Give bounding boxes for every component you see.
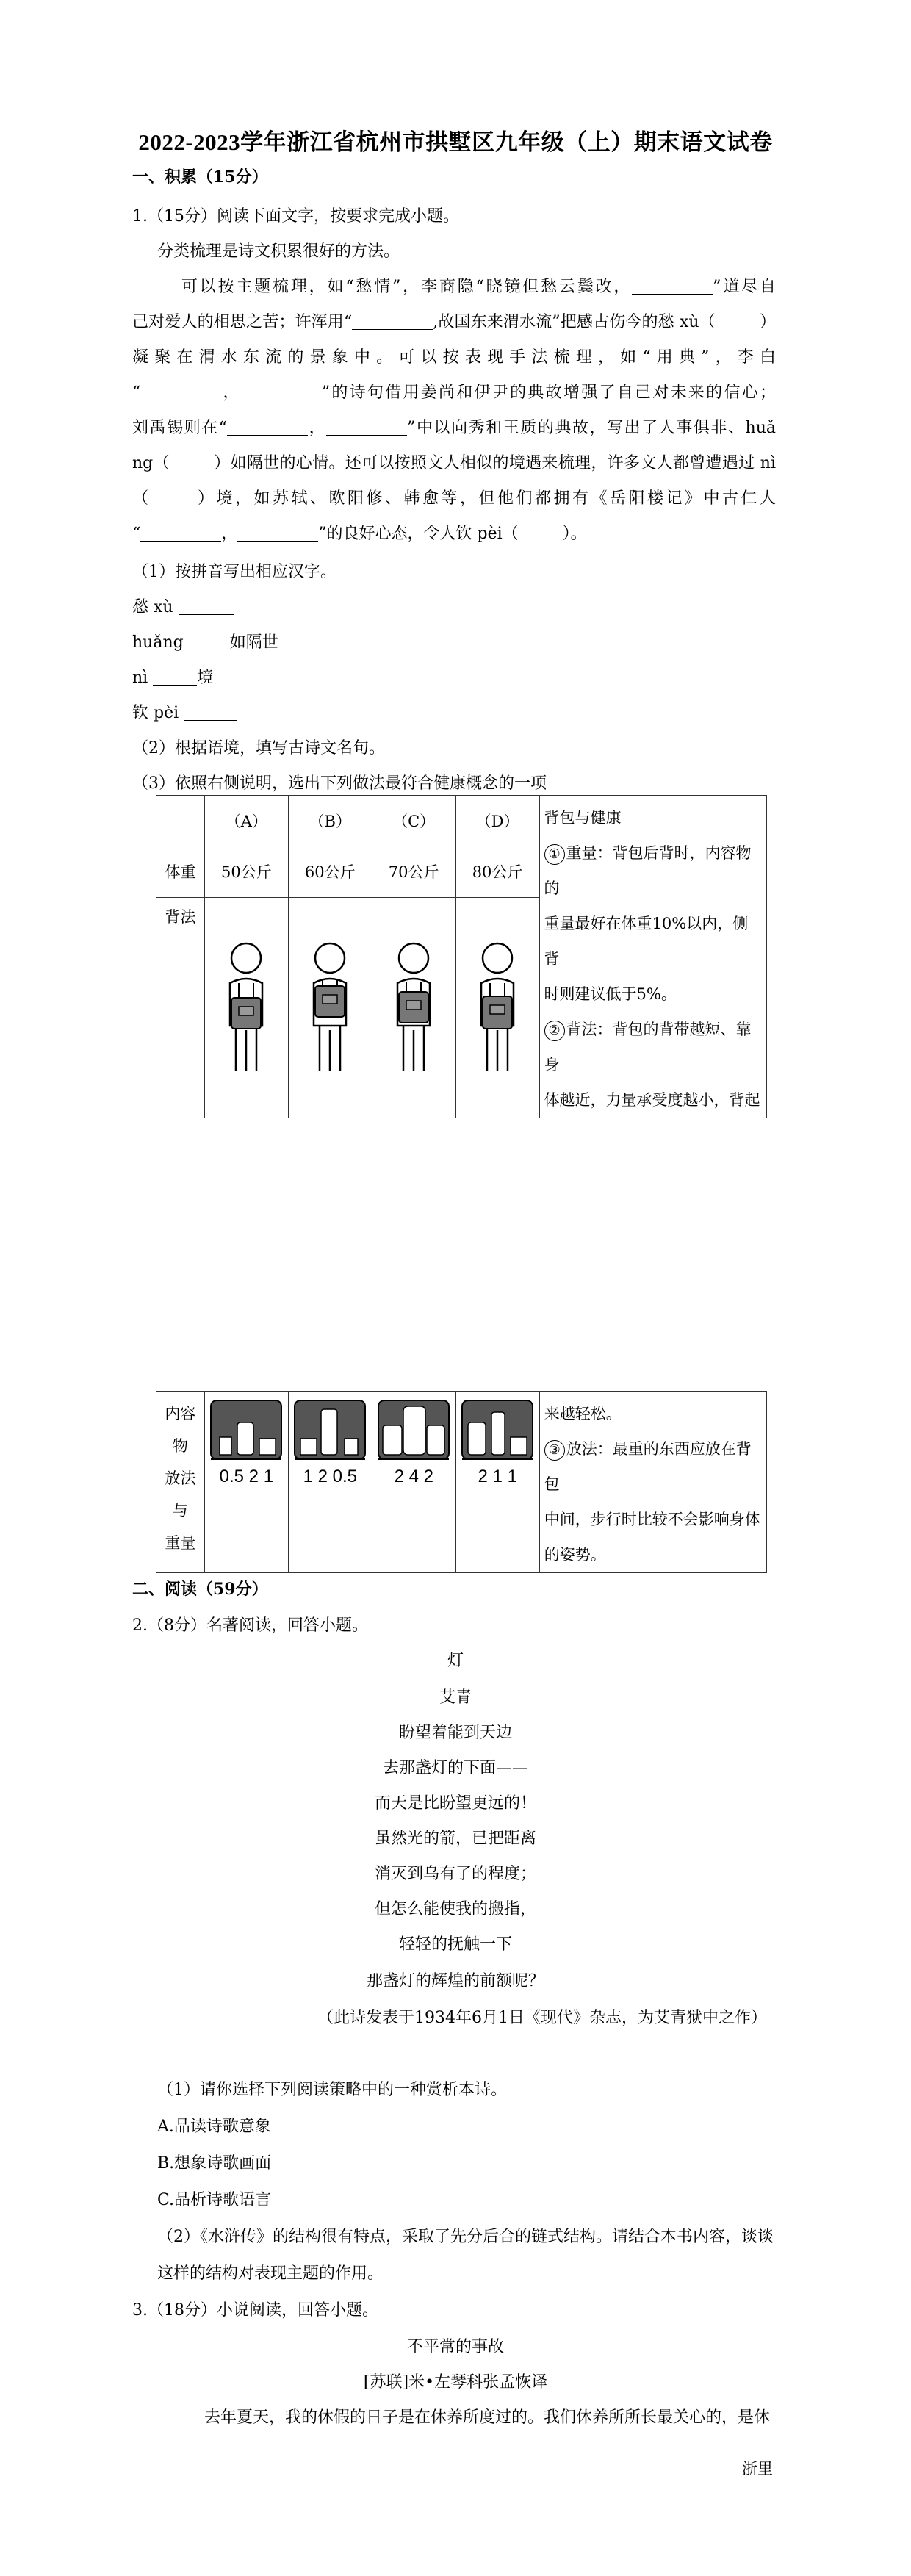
option-b-header: （B） [288, 796, 372, 846]
answer-blank[interactable] [189, 633, 230, 650]
sub-question-2: （2）根据语境，填写古诗文名句。 [132, 739, 385, 758]
story-author: [苏联]米•左琴科张孟恢译 [363, 2373, 548, 2392]
weight-b: 60公斤 [288, 846, 372, 897]
option-a-header: （A） [204, 796, 288, 846]
option-d-header: （D） [455, 796, 539, 846]
passage-line-6: ng（ ）如隔世的心情。还可以按照文人相似的境遇来梳理，许多文人都曾遭遇过 nì [132, 454, 776, 472]
poem-line: 虽然光的箭，已把距离 [374, 1830, 536, 1848]
poem-author: 艾青 [439, 1688, 472, 1707]
carry-figure-b [288, 897, 372, 1118]
pinyin-item-1: 愁 xù [132, 597, 234, 619]
question-2-heading: 2.（8分）名著阅读，回答小题。 [132, 1616, 368, 1635]
health-notes-top: 背包与健康 ① 重量：背包后背时，内容物的 重量最好在体重10%以内，侧背 时则建议低于5%。 ② 背法：背包的背带越短、靠身 体越近，力量承受度越小，背起 [539, 796, 766, 1118]
pinyin-item-2: huǎng 如隔世 [132, 633, 278, 652]
poem-line: 去那盏灯的下面—— [382, 1759, 528, 1777]
placement-a: 0.5 2 1 [204, 1392, 288, 1573]
sub-question-1: （1）按拼音写出相应汉字。 [132, 563, 336, 581]
poem-line: 但怎么能使我的搬指， [374, 1900, 536, 1918]
question-1-intro: 分类梳理是诗文积累很好的方法。 [157, 242, 400, 261]
passage-line-1: 可以按主题梳理，如“愁情”，李商隐“晓镜但愁云鬓改， ”道尽自 [179, 278, 776, 296]
section-heading-accumulation: 一、积累（15分） [132, 168, 268, 187]
passage-line-3: 凝聚在渭水东流的景象中。可以按表现手法梳理，如“用典”，李白 [132, 348, 776, 367]
story-title: 不平常的事故 [406, 2338, 504, 2356]
passage-line-7: （ ）境，如苏轼、欧阳修、韩愈等，但他们都拥有《岳阳楼记》中古仁人 [132, 489, 776, 508]
poem-line: 消灭到乌有了的程度； [374, 1865, 536, 1883]
backpack-table-top [156, 795, 767, 1118]
sub-question-3: （3）依照右侧说明，选出下列做法最符合健康概念的一项 [132, 773, 608, 795]
q2-sub-question-2-line-1: （2）《水浒传》的结构很有特点，采取了先分后合的链式结构。请结合本书内容，谈谈 [157, 2228, 774, 2246]
poem-title: 灯 [447, 1652, 464, 1670]
answer-blank[interactable] [153, 669, 197, 686]
passage-line-5: 刘禹锡则在“ ， ”中以向秀和王质的典故，写出了人事俱非、huǎ [132, 419, 776, 437]
person-backpack-mid-icon [384, 938, 443, 1077]
option-c-header: （C） [372, 796, 455, 846]
weight-c: 70公斤 [372, 846, 455, 897]
poem-line: 轻轻的抚触一下 [398, 1935, 512, 1954]
poem-source-note: （此诗发表于1934年6月1日《现代》杂志，为艾青狱中之作） [317, 2009, 767, 2027]
exam-title: 2022-2023学年浙江省杭州市拱墅区九年级（上）期末语文试卷 [138, 129, 773, 155]
passage-line-8: “ ， ”的良好心态，令人钦 pèi（ ）。 [132, 525, 587, 543]
q2-sub-question-2-line-2: 这样的结构对表现主题的作用。 [157, 2264, 384, 2283]
pinyin-item-3: nì 境 [132, 669, 214, 687]
passage-line-4: “ ， ”的诗句借用姜尚和伊尹的典故增强了自己对未来的信心； [132, 384, 776, 402]
placement-b: 1 2 0.5 [288, 1392, 372, 1573]
answer-blank[interactable] [552, 774, 608, 791]
placement-d: 2 1 1 [455, 1392, 539, 1573]
fill-blank[interactable] [352, 313, 433, 330]
pinyin-item-4: 钦 pèi [132, 702, 237, 724]
q2-option-c: C.品析诗歌语言 [157, 2191, 272, 2209]
carry-figure-d [455, 897, 539, 1118]
person-backpack-long-strap-icon [468, 938, 527, 1077]
placement-row-label: 内容 物 放法 与 重量 [156, 1392, 205, 1573]
fill-blank[interactable] [140, 384, 221, 400]
placement-c: 2 4 2 [372, 1392, 455, 1573]
fill-blank[interactable] [326, 419, 407, 436]
poem-line: 那盏灯的辉煌的前额呢？ [366, 1972, 544, 1990]
carry-row-label: 背法 [156, 897, 205, 1118]
answer-blank[interactable] [179, 598, 234, 615]
carry-figure-a [204, 897, 288, 1118]
person-backpack-high-icon [300, 938, 359, 1077]
story-first-line: 去年夏天，我的休假的日子是在休养所度过的。我们休养所所长最关心的，是休 [204, 2408, 771, 2427]
carry-figure-c [372, 897, 455, 1118]
question-1-heading: 1.（15分）阅读下面文字，按要求完成小题。 [132, 207, 459, 226]
person-backpack-low-icon [217, 938, 276, 1077]
answer-blank[interactable] [184, 704, 237, 721]
page-footer: 浙里 [742, 2460, 773, 2478]
q2-sub-question-1: （1）请你选择下列阅读策略中的一种赏析本诗。 [157, 2081, 507, 2099]
fill-blank[interactable] [140, 525, 221, 542]
health-notes-bottom: 来越轻松。 ③ 放法：最重的东西应放在背包 中间，步行时比较不会影响身体 的姿势。 [539, 1392, 766, 1573]
passage-line-2: 己对爱人的相思之苦；许浑用“ ,故国东来渭水流”把感古伤今的愁 xù（ ） [132, 313, 776, 331]
table-corner [156, 796, 205, 846]
poem-line: 而天是比盼望更远的！ [374, 1794, 536, 1813]
weight-d: 80公斤 [455, 846, 539, 897]
fill-blank[interactable] [237, 525, 318, 542]
question-3-heading: 3.（18分）小说阅读，回答小题。 [132, 2301, 378, 2320]
fill-blank[interactable] [632, 278, 713, 295]
fill-blank[interactable] [227, 419, 308, 436]
weight-row-label: 体重 [156, 846, 205, 897]
q2-option-b: B.想象诗歌画面 [157, 2154, 272, 2173]
fill-blank[interactable] [241, 384, 322, 400]
backpack-table-bottom [156, 1391, 767, 1573]
weight-a: 50公斤 [204, 846, 288, 897]
poem-line: 盼望着能到天边 [398, 1724, 512, 1742]
q2-option-a: A.品读诗歌意象 [157, 2118, 271, 2136]
section-heading-reading: 二、阅读（59分） [132, 1580, 268, 1599]
